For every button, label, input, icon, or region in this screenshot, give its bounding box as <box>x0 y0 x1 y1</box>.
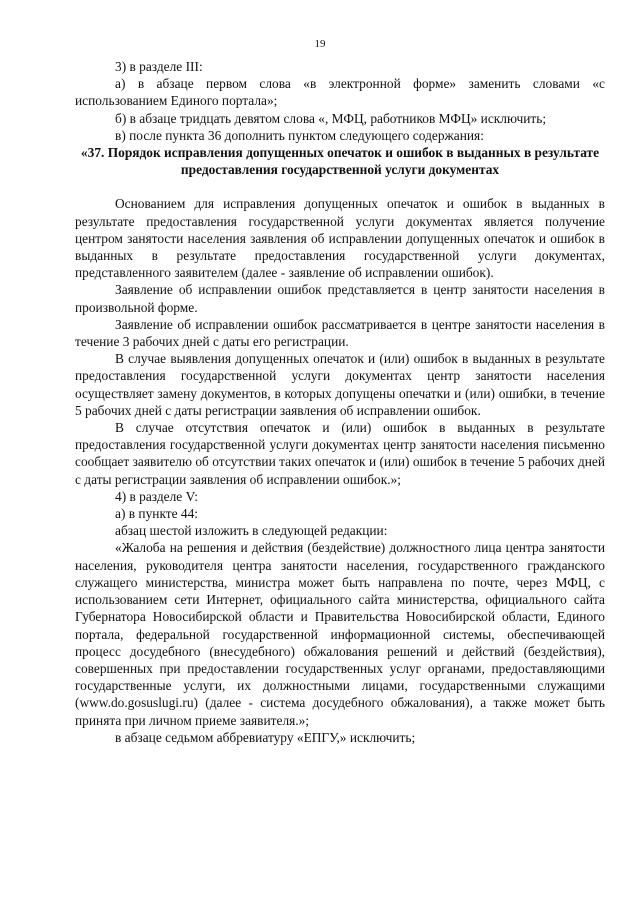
paragraph: «Жалоба на решения и действия (бездействие) должностного лица центра занятости населения, руководителя центра занятости населения, государственного гражданского служащего министерства, министра может быть направлена по почте, через МФЦ, с использованием сети Интернет, официального сайта министерства, официального сайта Губернатора Новосибирской области и Правительства Новосибирской области, Единого портала, федеральной государственной информационной системы, обеспечивающей процесс досудебного (внесудебного) обжалования решений и действий (бездействия), совершенных при предоставлении государственных услуг органами, предоставляющими государственные услуги, их должностными лицами, государственными служащими (www.do.gosuslugi.ru) (далее - система досудебного обжалования), а также может быть принята при личном приеме заявителя.»; <box>75 540 605 728</box>
paragraph: абзац шестой изложить в следующей редакции: <box>115 523 388 539</box>
paragraph: Основанием для исправления допущенных опечаток и ошибок в выданных в результате предоставления государственной услуги документах является получение центром занятости населения заявления об исправлении допущенных опечаток и ошибок в выданных в результате предоставления государственной услуги документах, представленного заявителем (далее - заявление об исправлении ошибок). <box>75 196 605 281</box>
paragraph: Заявление об исправлении ошибок представляется в центр занятости населения в произвольной форме. <box>75 282 605 315</box>
paragraph: б) в абзаце тридцать девятом слова «, МФЦ, работников МФЦ» исключить; <box>115 110 547 126</box>
paragraph: а) в абзаце первом слова «в электронной форме» заменить словами «с использованием Единого портала»; <box>75 76 605 109</box>
heading-spacer <box>75 178 605 195</box>
document-body <box>75 58 605 746</box>
paragraph: а) в пункте 44: <box>115 506 199 522</box>
paragraph: в) после пункта 36 дополнить пунктом следующего содержания: <box>115 127 484 143</box>
paragraph: В случае выявления допущенных опечаток и (или) ошибок в выданных в результате предоставления государственной услуги документах центр занятости населения осуществляет замену документов, в которых допущены опечатки и (или) ошибки, в течение 5 рабочих дней с даты регистрации заявления об исправлении ошибок. <box>75 351 605 418</box>
paragraph: 4) в разделе V: <box>115 488 198 504</box>
paragraph: Заявление об исправлении ошибок рассматривается в центре занятости населения в течение 3 рабочих дней с даты его регистрации. <box>75 316 605 350</box>
paragraph: в абзаце седьмом аббревиатуру «ЕПГУ,» исключить; <box>115 729 416 745</box>
paragraph: В случае отсутствия опечаток и (или) ошибок в выданных в результате предоставления государственной услуги документах центр занятости населения письменно сообщает заявителю об отсутствии таких опечаток и (или) ошибок в течение 5 рабочих дней с даты регистрации заявления об исправлении ошибок.»; <box>75 420 605 487</box>
page-number: 19 <box>314 38 326 50</box>
paragraph: 3) в разделе III: <box>115 59 203 74</box>
section-heading: «37. Порядок исправления допущенных опечаток и ошибок в выданных в результате предоставления государственной услуги документах <box>80 145 600 178</box>
